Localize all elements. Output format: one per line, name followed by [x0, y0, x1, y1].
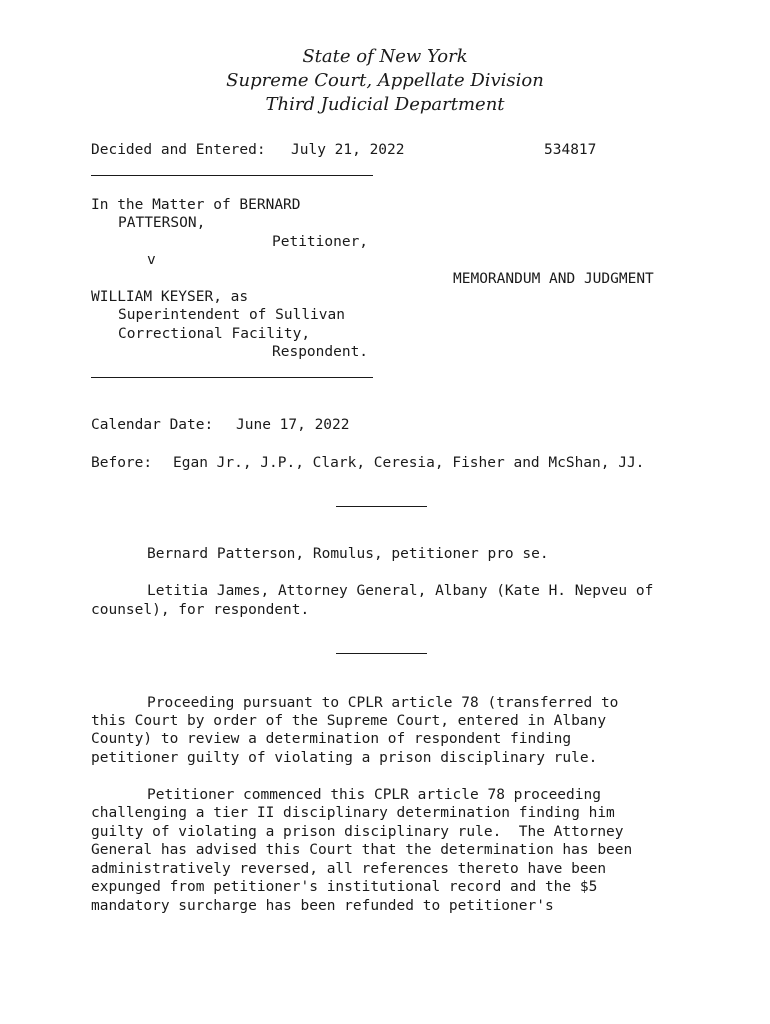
document-type: MEMORANDUM AND JUDGMENT: [453, 271, 654, 287]
petitioner-counsel: Bernard Patterson, Romulus, petitioner pro se.: [147, 546, 549, 562]
section-divider-1: [336, 506, 427, 507]
court-name-division: Supreme Court, Appellate Division: [226, 70, 544, 91]
respondent-counsel-line2: counsel), for respondent.: [91, 602, 310, 618]
respondent-role: Respondent.: [272, 344, 369, 360]
body-para2-line6: expunged from petitioner's institutional record and the $5: [91, 879, 598, 895]
before-justices: Egan Jr., J.P., Clark, Ceresia, Fisher and McShan, JJ.: [173, 455, 645, 471]
body-para1-line1: Proceeding pursuant to CPLR article 78 (transferred to: [147, 695, 619, 711]
decided-label: Decided and Entered:: [91, 142, 266, 158]
respondent-name-line1: WILLIAM KEYSER, as: [91, 289, 249, 305]
decided-date: July 21, 2022: [291, 142, 405, 158]
body-para1-line2: this Court by order of the Supreme Court, entered in Albany: [91, 713, 607, 729]
body-para1-line4: petitioner guilty of violating a prison disciplinary rule.: [91, 750, 598, 766]
section-divider-2: [336, 653, 427, 654]
court-name-department: Third Judicial Department: [265, 94, 505, 115]
respondent-counsel-line1: Letitia James, Attorney General, Albany (Kate H. Nepveu of: [147, 583, 654, 599]
body-para2-line5: administratively reversed, all references thereto have been: [91, 861, 607, 877]
body-para2-line3: guilty of violating a prison disciplinary rule. The Attorney: [91, 824, 624, 840]
body-para1-line3: County) to review a determination of respondent finding: [91, 731, 572, 747]
calendar-date-label: Calendar Date:: [91, 417, 214, 433]
petitioner-name-line2: PATTERSON,: [118, 215, 206, 231]
body-para2-line2: challenging a tier II disciplinary determination finding him: [91, 805, 615, 821]
calendar-date-value: June 17, 2022: [236, 417, 350, 433]
respondent-name-line3: Correctional Facility,: [118, 326, 311, 342]
respondent-name-line2: Superintendent of Sullivan: [118, 307, 345, 323]
court-name-state: State of New York: [302, 46, 468, 67]
body-para2-line7: mandatory surcharge has been refunded to petitioner's: [91, 898, 554, 914]
versus-label: v: [147, 252, 156, 268]
petitioner-name-line1: In the Matter of BERNARD: [91, 197, 301, 213]
body-para2-line4: General has advised this Court that the determination has been: [91, 842, 633, 858]
petitioner-role: Petitioner,: [272, 234, 369, 250]
before-label: Before:: [91, 455, 153, 471]
body-para2-line1: Petitioner commenced this CPLR article 78 proceeding: [147, 787, 601, 803]
caption-bottom-rule: [91, 377, 373, 378]
caption-top-rule: [91, 175, 373, 176]
docket-number: 534817: [544, 142, 597, 158]
